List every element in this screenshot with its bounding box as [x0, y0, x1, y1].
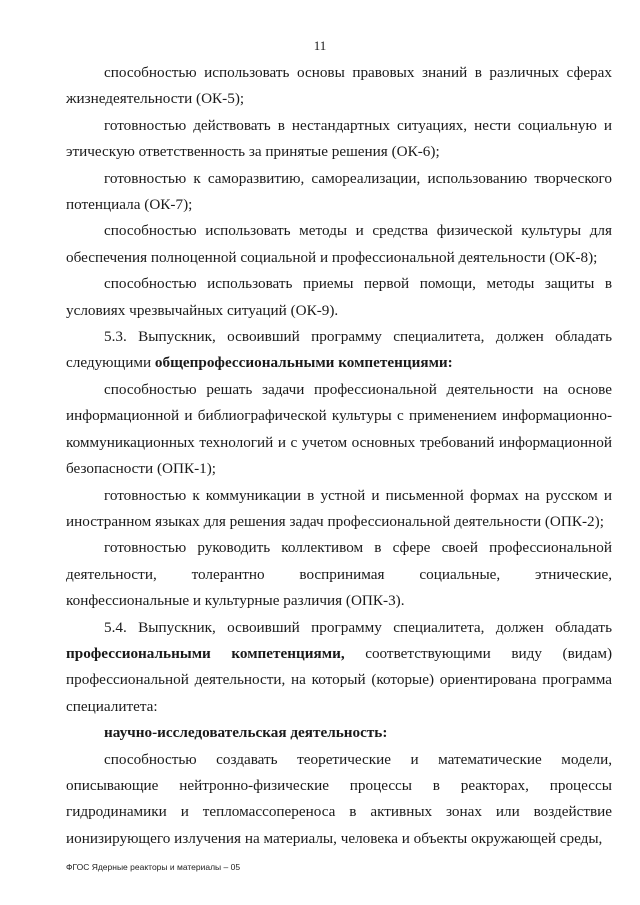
- competency-ok-8: способностью использовать методы и средства физической культуры для обеспечения полноценной социальной и профессиональной деятельности (ОК-8);: [66, 222, 612, 266]
- document-body: [66, 60, 612, 852]
- competency-research-1: способностью создавать теоретические и математические модели, описывающие нейтронно-физические процессы в реакторах, процессы гидродинамики и тепломассопереноса в активных зонах или воздействие ионизирующего излучения на материалы, человека и объекты окружающей среды,: [66, 750, 612, 847]
- competency-opk-1: способностью решать задачи профессиональной деятельности на основе информационной и библиографической культуры с применением информационно-коммуникационных технологий и с учетом основных требований информационной безопасности (ОПК-1);: [66, 380, 612, 478]
- section-5-4-text-end: соответствующими виду (видам) профессиональной деятельности, на который (которые) ориентирована программа специалитета:: [66, 644, 613, 715]
- page-number: 11: [313, 38, 327, 53]
- section-5-3: [66, 324, 612, 377]
- competency-opk-3: готовностью руководить коллективом в сфере своей профессиональной деятельности, толерантно воспринимая социальные, этнические, конфессиональные и культурные различия (ОПК-3).: [66, 539, 612, 610]
- competency-ok-7: готовностью к саморазвитию, самореализации, использованию творческого потенциала (ОК-7);: [66, 169, 612, 214]
- section-5-4-text-start: 5.4. Выпускник, освоивший программу специалитета, должен обладать: [104, 618, 612, 636]
- section-5-4-bold: профессиональными компетенциями,: [66, 644, 345, 662]
- page-footer: ФГОС Ядерные реакторы и материалы – 05: [66, 862, 241, 872]
- section-5-3-text: 5.3. Выпускник, освоивший программу специалитета, должен обладать следующими: [66, 328, 612, 372]
- section-5-3-bold: общепрофессиональными компетенциями:: [154, 354, 453, 372]
- competency-ok-6: готовностью действовать в нестандартных ситуациях, нести социальную и этическую ответственность за принятые решения (ОК-6);: [66, 116, 612, 161]
- competency-opk-2: готовностью к коммуникации в устной и письменной формах на русском и иностранном языках для решения задач профессиональной деятельности (ОПК-2);: [66, 486, 612, 530]
- competency-ok-9: способностью использовать приемы первой помощи, методы защиты в условиях чрезвычайных ситуаций (ОК-9).: [66, 275, 612, 319]
- section-5-4: [66, 615, 612, 721]
- competency-ok-5: способностью использовать основы правовых знаний в различных сферах жизнедеятельности (ОК-5);: [66, 64, 612, 108]
- activity-heading: научно-исследовательская деятельность:: [104, 724, 388, 742]
